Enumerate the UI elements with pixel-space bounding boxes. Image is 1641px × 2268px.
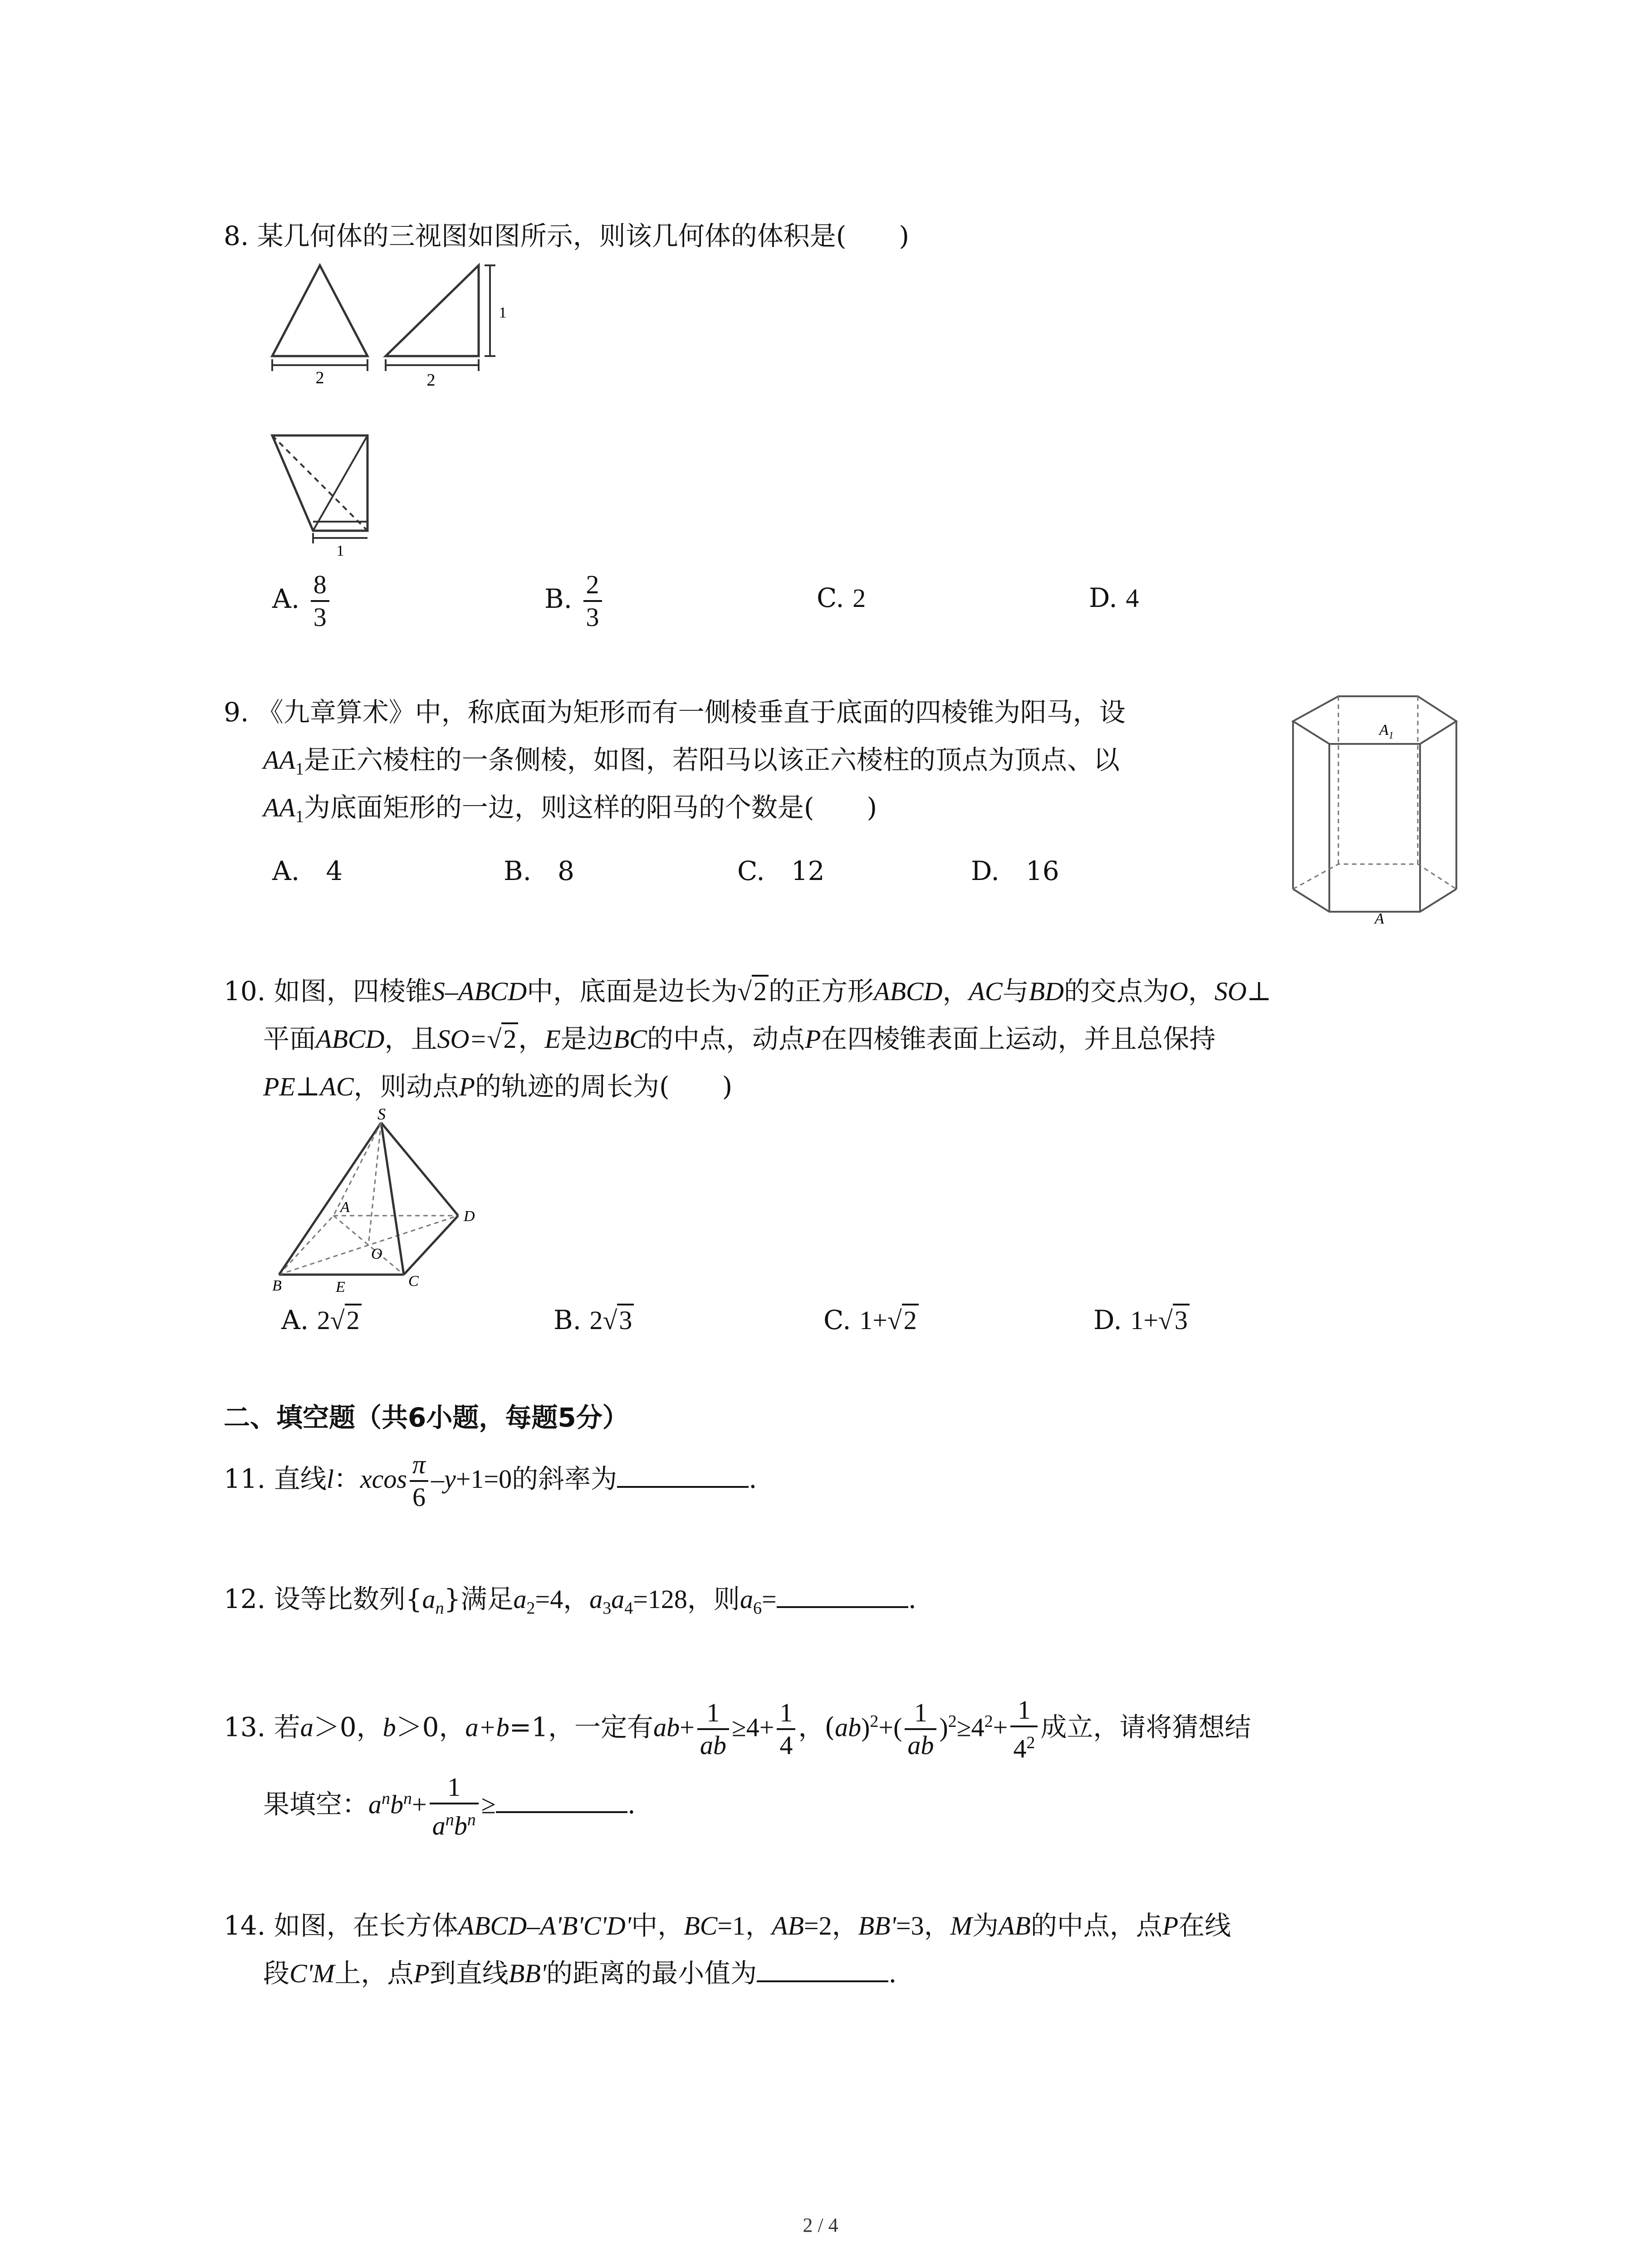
q14-d: BC [684, 1911, 718, 1941]
q12 [224, 1581, 916, 1627]
q13-l2-c: b [390, 1789, 404, 1819]
q9-line1 [224, 694, 1126, 730]
q9-hexagonal-prism-figure [1284, 685, 1474, 925]
q14-l2-c: 上，点 [334, 1958, 414, 1989]
q13-frac2-den: 4 [779, 1730, 793, 1760]
q10-l2-i: 的中点，动点 [647, 1023, 805, 1054]
q13-frac1-den: ab [700, 1730, 726, 1760]
q8-option-b-den: 3 [586, 602, 599, 632]
q10-pyramid-figure [272, 1107, 481, 1297]
q8-top-width-label: 1 [336, 543, 344, 559]
q14-a: 如图，在长方体 [274, 1910, 458, 1941]
q13-frac5-den-a-sup: n [445, 1810, 454, 1829]
q10-option-d-rad: 3 [1173, 1304, 1190, 1335]
q13-b: a [300, 1712, 314, 1742]
q11-c: ： [333, 1463, 360, 1494]
q11-number: 11. [224, 1463, 266, 1494]
q11-g: +1=0的斜率为 [456, 1464, 617, 1494]
q10-option-b-coef: 2 [589, 1305, 603, 1335]
q10-line3 [263, 1068, 732, 1105]
q14-l2-e: 到直线 [429, 1958, 509, 1989]
q13-c: ＞0， [313, 1711, 383, 1743]
q10-label-e: E [336, 1279, 345, 1295]
q13-n: +( [878, 1712, 902, 1742]
q10-label-o: O [371, 1246, 382, 1262]
q8-option-a-label: A. [272, 583, 300, 614]
q12-d-sub: 2 [526, 1598, 535, 1618]
q10-option-d-label: D. [1093, 1305, 1122, 1335]
q10-option-c-sqrt: √2 [887, 1304, 919, 1335]
q8-side-view [381, 254, 517, 399]
q13-l: ab [835, 1712, 862, 1742]
q14-l: AB [998, 1911, 1031, 1941]
q13-p-sup: 2 [984, 1712, 993, 1731]
q13-number: 13. [224, 1711, 266, 1743]
q13-e: ＞0， [396, 1711, 465, 1743]
q13-frac4-den: 4 [1013, 1733, 1027, 1763]
q13-frac4-num: 1 [1010, 1695, 1038, 1727]
q13-frac1-num: 1 [697, 1697, 729, 1730]
q8-option-a [272, 567, 332, 640]
q10-l2-j: P [804, 1024, 821, 1054]
q14-l2-b: C'M [289, 1959, 335, 1988]
q10-option-b-rad: 3 [617, 1304, 634, 1335]
q13-i: + [680, 1712, 695, 1742]
q10-l1-a: 如图，四棱锥 [274, 976, 432, 1007]
q10-option-b-label: B. [554, 1305, 582, 1335]
q10-l2-e: ， [518, 1023, 545, 1054]
q10-l1-b: S–ABCD [431, 977, 527, 1006]
q8-option-c [817, 580, 866, 616]
q12-g-sub: 4 [624, 1598, 633, 1618]
q12-f-sub: 3 [603, 1598, 612, 1618]
q10-option-a-rad: 2 [345, 1304, 362, 1335]
q10-label-d: D [464, 1208, 475, 1225]
q9-line3-var: AA [263, 793, 295, 822]
q11-end: . [749, 1463, 757, 1494]
q10-l1-l: ， [1188, 976, 1215, 1007]
q12-c: }满足 [444, 1584, 514, 1614]
q9-label-a1-letter: A [1379, 722, 1389, 738]
q10-l1-f: ， [942, 976, 969, 1007]
q9-line3 [263, 789, 877, 835]
q9-label-a1 [1378, 722, 1394, 741]
q12-f: a [589, 1584, 603, 1614]
q8-option-a-num: 8 [311, 569, 329, 602]
q13-frac2 [777, 1697, 795, 1761]
q12-i: a [740, 1584, 753, 1614]
q13-frac5-den-a: a [432, 1810, 446, 1840]
q13-a: 若 [274, 1711, 300, 1743]
q10-option-c-label: C. [823, 1305, 851, 1335]
q13-l2-e: ≥ [481, 1789, 496, 1819]
q14-m: 的中点，点 [1030, 1910, 1162, 1941]
q13-l2-a: 果填空： [263, 1789, 369, 1820]
q10-l1-i: BD [1029, 977, 1064, 1006]
q14-answer-blank[interactable] [757, 1955, 888, 1982]
q10-number: 10. [224, 976, 266, 1007]
q8-option-d-value: 4 [1126, 583, 1139, 613]
q10-line2 [263, 1021, 1215, 1057]
q10-label-b: B [272, 1277, 282, 1294]
q12-answer-blank[interactable] [777, 1581, 908, 1608]
q14-o: 在线 [1178, 1910, 1231, 1941]
q9-label-a1-sub: 1 [1388, 729, 1394, 741]
q10-label-c: C [408, 1273, 419, 1290]
q8-option-b-fraction [583, 569, 602, 633]
q10-option-a-label: A. [281, 1305, 309, 1335]
q10-l1-j: 的交点为 [1063, 976, 1169, 1007]
q14-line1 [224, 1907, 1231, 1944]
q10-l2-c: ，且 [384, 1023, 437, 1054]
q12-e: =4， [535, 1584, 590, 1614]
q13-o: ) [939, 1712, 948, 1742]
q10-l2-rad: 2 [501, 1022, 518, 1054]
q8-option-a-den: 3 [313, 602, 327, 632]
q9-line2-sub: 1 [295, 759, 304, 779]
q10-option-d [1093, 1302, 1190, 1339]
q10-l1-k: O [1169, 977, 1188, 1006]
q13-h: ab [653, 1712, 680, 1742]
q10-l2-sqrt: √2 [487, 1022, 519, 1054]
q10-l1-d: 的正方形 [769, 976, 874, 1007]
q9-line3-text: 为底面矩形的一边，则这样的阳马的个数是( ) [304, 792, 877, 823]
q13-frac5-den-b-sup: n [467, 1810, 476, 1829]
q10-l1-c: 中，底面是边长为 [527, 976, 738, 1007]
q13-frac5-den-b: b [454, 1810, 467, 1840]
q13-frac3-num: 1 [905, 1697, 936, 1730]
q10-l2-g: 是边 [560, 1023, 613, 1054]
q13-m: ) [861, 1712, 870, 1742]
q13-m-sup: 2 [870, 1712, 879, 1731]
q14-j: M [950, 1911, 972, 1941]
q10-option-c [823, 1302, 919, 1339]
q11-d: xcos [360, 1464, 407, 1494]
q11-e: – [431, 1464, 444, 1494]
q13-line1 [224, 1687, 1251, 1765]
q10-l3-b: ，则动点 [353, 1071, 459, 1102]
q13-q: + [993, 1712, 1008, 1742]
q10-l2-a: 平面 [263, 1023, 316, 1054]
q13-frac3 [905, 1697, 936, 1761]
q13-frac4 [1010, 1695, 1038, 1764]
q14-e: =1， [717, 1911, 772, 1941]
q10-label-s: S [377, 1107, 386, 1123]
q14-l2-a: 段 [263, 1958, 290, 1989]
q13-frac5 [430, 1772, 479, 1841]
q9-number: 9. [224, 697, 249, 728]
q10-l2-b: ABCD [316, 1024, 385, 1054]
q13-f: a+b [465, 1712, 509, 1742]
q14-number: 14. [224, 1910, 266, 1941]
q10-l2-f: E [544, 1024, 561, 1054]
section-heading-fill-in: 二、填空题（共6小题，每题5分） [224, 1402, 629, 1433]
q10-l1-e: ABCD [874, 977, 943, 1006]
q14-c: 中， [631, 1910, 684, 1941]
q10-label-a: A [340, 1199, 350, 1216]
q13-frac3-den: ab [907, 1730, 934, 1760]
q12-d: a [513, 1584, 527, 1614]
q14-f: AB [772, 1911, 804, 1941]
q8-option-a-fraction [311, 569, 329, 633]
q11-answer-blank[interactable] [617, 1461, 749, 1488]
q13-l2-c-sup: n [403, 1789, 412, 1808]
q10-l1-h: 与 [1002, 976, 1029, 1007]
q10-line1 [224, 973, 1271, 1010]
q13-frac4-den-sup: 2 [1026, 1733, 1035, 1752]
q11-a: 直线 [274, 1463, 327, 1494]
q9-option-b: B. 8 [504, 855, 574, 886]
q8-side-width-label: 2 [426, 371, 436, 390]
q10-option-b [554, 1302, 634, 1339]
q12-g: a [611, 1584, 625, 1614]
q14-line2 [263, 1955, 897, 1992]
q12-b-sub: n [435, 1598, 444, 1618]
q10-l2-d: SO= [437, 1024, 487, 1054]
q13-frac2-num: 1 [777, 1697, 795, 1730]
q10-option-a-sqrt: √2 [330, 1304, 362, 1335]
q8-option-c-value: 2 [852, 583, 866, 613]
q8-option-c-label: C. [817, 582, 844, 613]
q9-line2 [263, 742, 1120, 787]
q13-answer-blank[interactable] [496, 1786, 627, 1813]
q12-j: = [761, 1584, 777, 1614]
q14-end: . [888, 1958, 897, 1989]
q8-option-d [1089, 580, 1139, 616]
q14-n: P [1162, 1911, 1179, 1941]
q13-frac1 [697, 1697, 729, 1761]
q13-r: 成立，请将猜想结 [1040, 1711, 1251, 1743]
q13-line2 [263, 1765, 636, 1842]
q8-text: 某几何体的三视图如图所示，则该几何体的体积是( ) [257, 220, 910, 251]
q14-l2-d: P [413, 1959, 430, 1988]
q9-line2-text: 是正六棱柱的一条侧棱，如图，若阳马以该正六棱柱的顶点为顶点、以 [304, 744, 1120, 775]
q12-number: 12. [224, 1584, 266, 1614]
q13-l2-d: + [412, 1789, 427, 1819]
q10-option-d-sqrt: √3 [1158, 1304, 1190, 1335]
q9-option-c: C. 12 [737, 855, 825, 886]
q13-j: ≥4+ [731, 1712, 774, 1742]
q10-l1-g: AC [969, 977, 1003, 1006]
q13-k: ，( [798, 1711, 835, 1743]
q13-p: ≥4 [956, 1712, 985, 1742]
q9-line3-sub: 1 [295, 807, 304, 826]
q10-l1-rad: 2 [752, 975, 769, 1006]
q10-l1-m: SO⊥ [1214, 977, 1272, 1006]
q10-l2-h: BC [613, 1024, 647, 1054]
q13-l2-b: a [368, 1789, 382, 1819]
q11-den: 6 [412, 1482, 426, 1512]
q14-h: BB' [858, 1911, 896, 1941]
q9-option-d: D. 16 [971, 855, 1059, 886]
q10-l3-c: P [459, 1072, 475, 1101]
q14-l2-g: 的距离的最小值为 [546, 1958, 757, 1989]
q8-front-view [263, 254, 377, 390]
q13-o-sup: 2 [948, 1712, 957, 1731]
q8-option-b-label: B. [544, 583, 573, 614]
q8-option-b-num: 2 [583, 569, 602, 602]
q10-l2-k: 在四棱锥表面上运动，并且总保持 [821, 1023, 1216, 1054]
q12-a: 设等比数列{ [274, 1584, 422, 1614]
q9-label-a: A [1375, 910, 1384, 925]
q14-l2-f: BB' [508, 1959, 547, 1988]
q8-side-height-label: 1 [499, 304, 507, 321]
q14-k: 为 [972, 1910, 999, 1941]
q10-option-b-sqrt: √3 [603, 1304, 634, 1335]
q10-option-d-pre: 1+ [1130, 1305, 1159, 1335]
q12-h: =128，则 [633, 1584, 740, 1614]
q14-g: =2， [803, 1911, 858, 1941]
q10-l3-d: 的轨迹的周长为( ) [475, 1071, 733, 1102]
q10-l3-a: PE⊥AC [263, 1072, 354, 1101]
q8-stem [224, 218, 909, 254]
q12-b: a [422, 1584, 436, 1614]
q8-front-width-label: 2 [315, 368, 324, 387]
q11-f: y [444, 1464, 456, 1494]
q10-option-a [281, 1302, 362, 1339]
q13-g: =1，一定有 [509, 1711, 654, 1743]
q14-i: =3， [896, 1911, 950, 1941]
page-number: 2 / 4 [803, 2214, 838, 2236]
q11 [224, 1445, 757, 1522]
q13-end: . [627, 1789, 636, 1820]
q10-l1-sqrt: √2 [737, 975, 769, 1006]
q10-option-a-coef: 2 [317, 1305, 330, 1335]
q13-d: b [382, 1712, 396, 1742]
q12-end: . [908, 1584, 917, 1614]
q13-l2-b-sup: n [382, 1789, 391, 1808]
q11-fraction [410, 1449, 428, 1513]
q8-top-view [263, 426, 381, 562]
q11-num: π [410, 1449, 428, 1482]
q13-frac5-num: 1 [430, 1772, 479, 1804]
q8-option-d-label: D. [1089, 582, 1117, 613]
q12-i-sub: 6 [753, 1598, 762, 1618]
q11-b: l [326, 1464, 334, 1494]
q9-option-a: A. 4 [272, 855, 343, 886]
q9-line1-text: 《九章算术》中，称底面为矩形而有一侧棱垂直于底面的四棱锥为阳马，设 [257, 697, 1126, 728]
q8-option-b [544, 567, 605, 640]
q10-option-c-pre: 1+ [859, 1305, 887, 1335]
q14-b: ABCD–A'B'C'D' [458, 1911, 632, 1941]
q8-number: 8. [224, 220, 249, 251]
q10-option-c-rad: 2 [902, 1304, 919, 1335]
q9-line2-var: AA [263, 745, 295, 775]
